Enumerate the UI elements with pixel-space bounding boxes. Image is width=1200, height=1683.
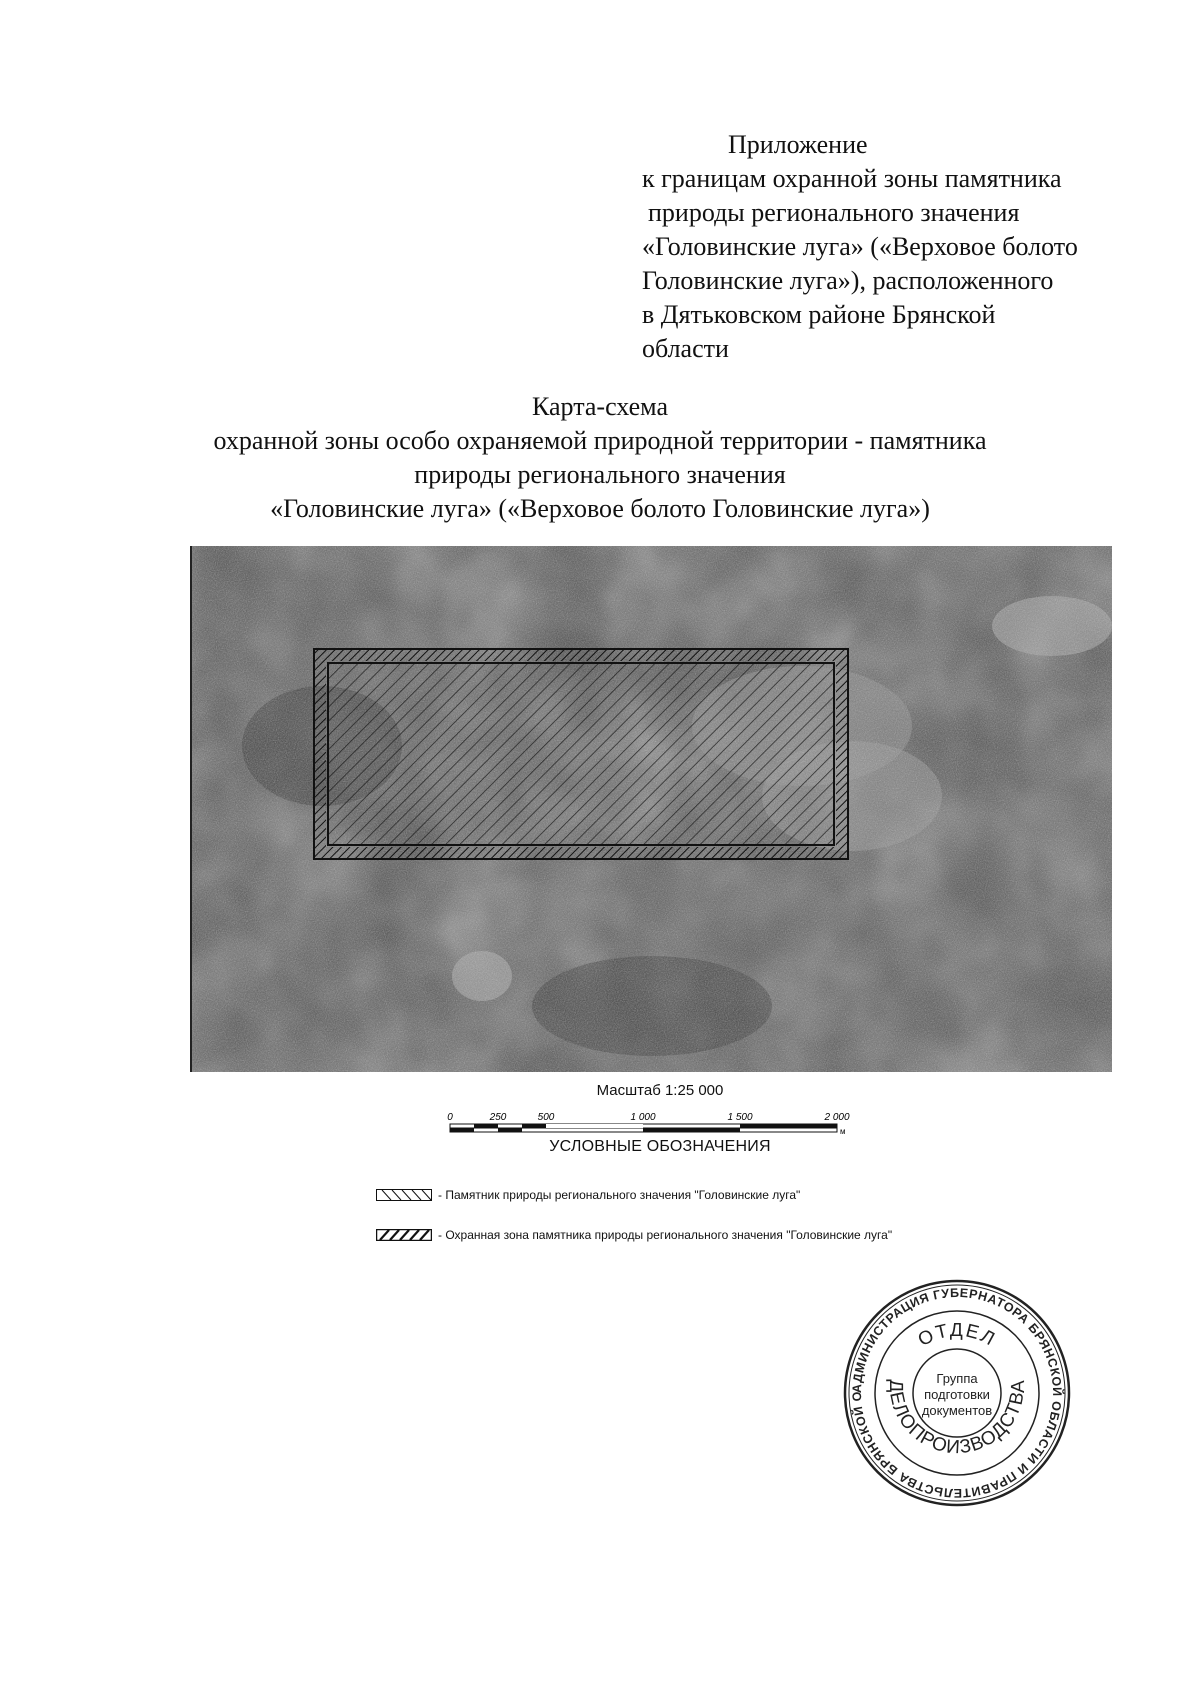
- hatch-bold-icon: [376, 1229, 432, 1241]
- stamp-ring-bottom: ДЕЛОПРОИЗВОДСТВА: [884, 1379, 1030, 1459]
- legend-title: УСЛОВНЫЕ ОБОЗНАЧЕНИЯ: [549, 1138, 771, 1155]
- annex-line: природы регионального значения: [648, 198, 1020, 227]
- scale-tick-label: 2 000: [824, 1112, 850, 1123]
- scale-title: Масштаб 1:25 000: [596, 1082, 724, 1099]
- map-image: [192, 546, 1112, 1072]
- map-title: [100, 390, 1100, 526]
- legend-item-label: - Памятник природы регионального значения "Головинские луга": [438, 1188, 801, 1202]
- scale-tick-label: 0: [447, 1112, 453, 1123]
- official-stamp: [842, 1278, 1072, 1508]
- legend-item-monument: [376, 1188, 800, 1202]
- annex-line: области: [642, 334, 729, 363]
- annex-line: Головинские луга»), расположенного: [642, 266, 1054, 295]
- legend-item-label: - Охранная зона памятника природы регионального значения "Головинские луга": [438, 1228, 893, 1242]
- hatch-light-icon: [376, 1189, 432, 1201]
- scale-tick-label: 500: [537, 1112, 555, 1123]
- stamp-center-line: подготовки: [924, 1387, 990, 1402]
- annex-line: в Дятьковском районе Брянской: [642, 300, 996, 329]
- stamp-center-line: Группа: [936, 1371, 978, 1386]
- stamp-center-line: документов: [921, 1403, 993, 1418]
- annex-line: к границам охранной зоны памятника: [642, 164, 1062, 193]
- stamp-seal: [842, 1278, 1072, 1508]
- stamp-ring-top: ОТДЕЛ: [914, 1319, 1000, 1352]
- scale-tick-label: 1 000: [630, 1112, 656, 1123]
- map-title-line: «Головинские луга» («Верховое болото Головинские луга»): [270, 494, 930, 523]
- map-title-line: Карта-схема: [532, 392, 668, 421]
- map-title-line: охранной зоны особо охраняемой природной территории - памятника: [213, 426, 987, 455]
- satellite-map: [190, 546, 1112, 1072]
- annex-line: «Головинские луга» («Верховое болото: [642, 232, 1078, 261]
- scale-tick-label: 250: [489, 1112, 507, 1123]
- scale-tick-label: 1 500: [727, 1112, 753, 1123]
- annex-block: [642, 128, 1162, 366]
- legend-item-protection-zone: [376, 1228, 892, 1242]
- stamp-outer-text: АДМИНИСТРАЦИЯ ГУБЕРНАТОРА БРЯНСКОЙ ОБЛАСТИ И ПРАВИТЕЛЬСТВА БРЯНСКОЙ О: [849, 1285, 1065, 1501]
- map-title-line: природы регионального значения: [414, 460, 786, 489]
- scale-unit: м: [840, 1127, 846, 1136]
- annex-title: Приложение: [728, 130, 868, 159]
